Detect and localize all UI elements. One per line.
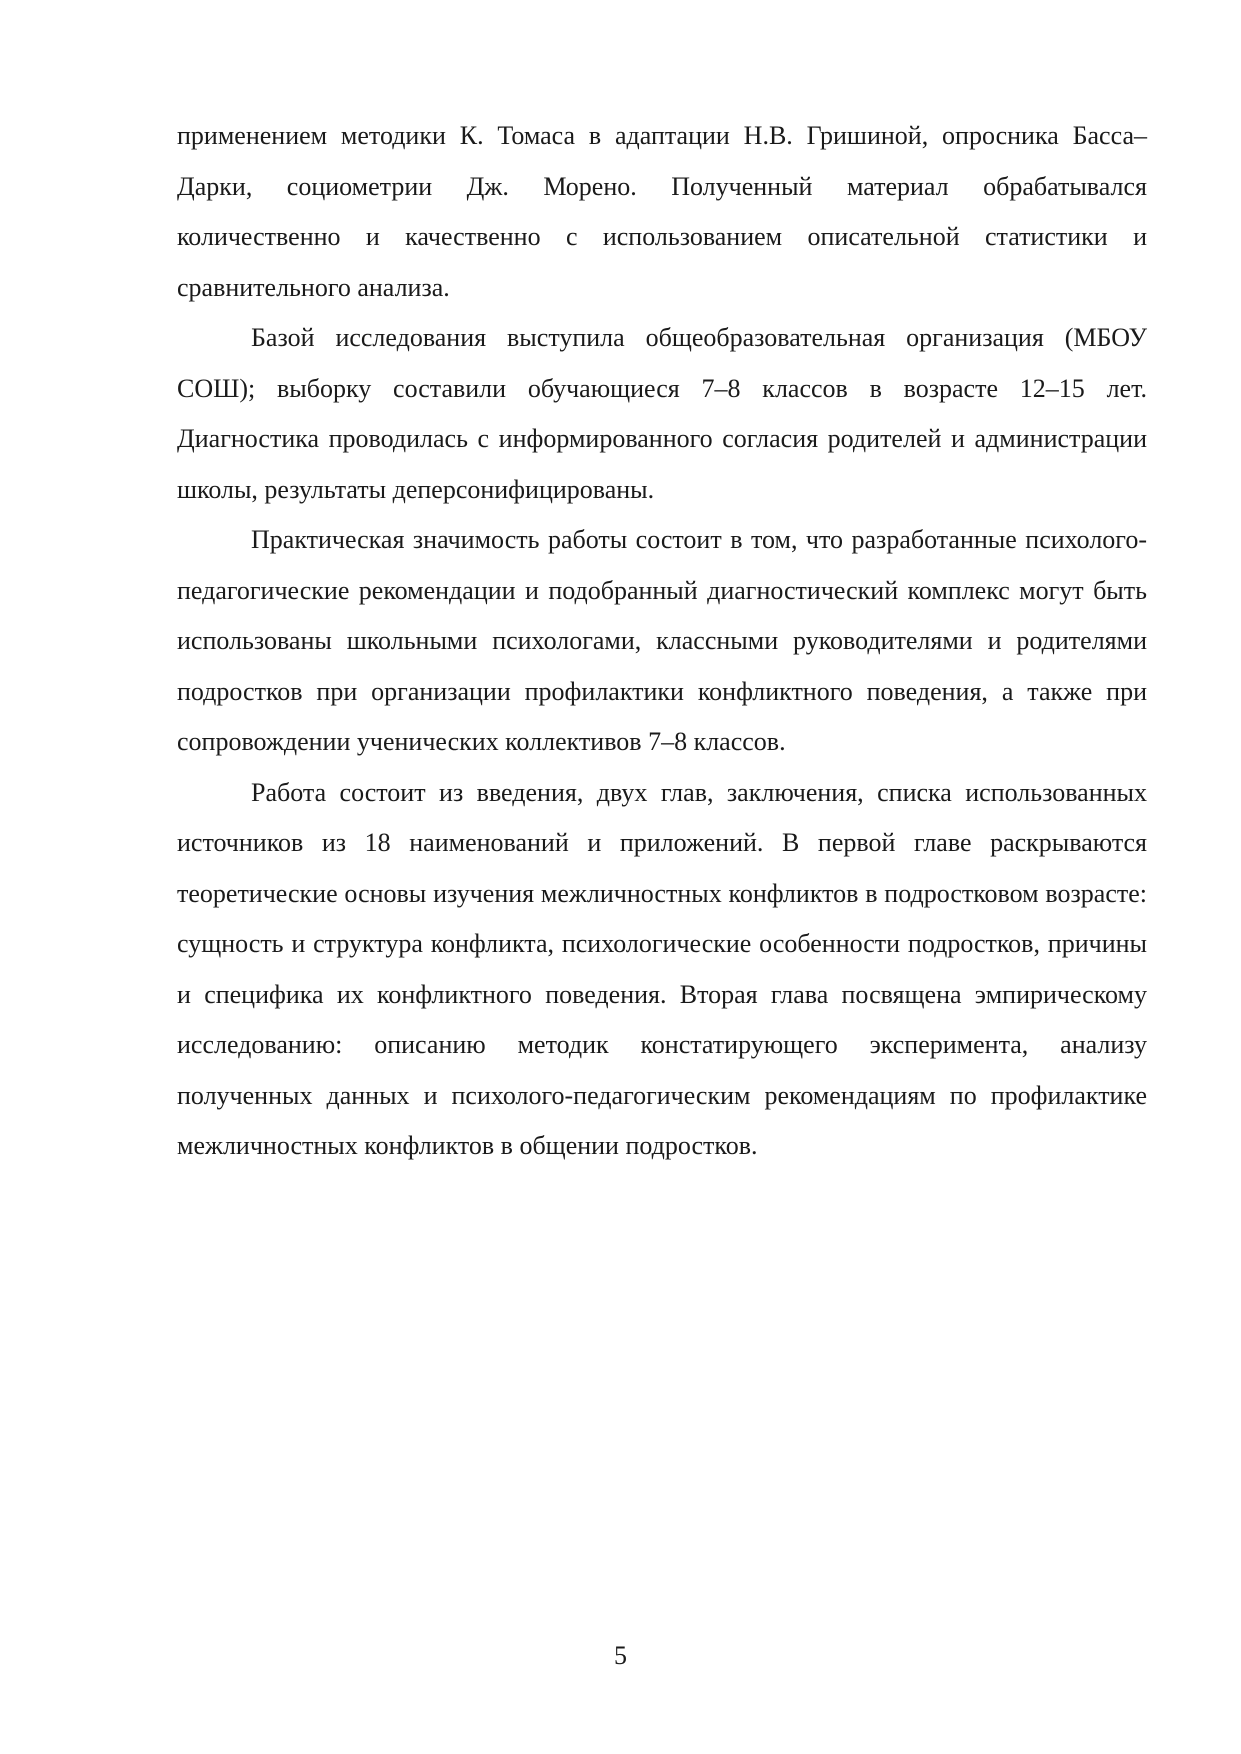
page-number: 5: [614, 1641, 627, 1670]
paragraph-work-structure: Работа состоит из введения, двух глав, заключения, списка использованных источников из 18 наименований и приложений. В первой главе раскрываются теоретические основы изучения межличностных конфликтов в подростковом возрасте: сущность и структура конфликта, психологические особенности подростков, причины и специфика их конфликтного поведения. Вторая глава посвящена эмпирическому исследованию: описанию методик констатирующего эксперимента, анализу полученных данных и психолого-педагогическим рекомендациям по профилактике межличностных конфликтов в общении подростков.: [177, 777, 1147, 1160]
body-text: [177, 111, 1147, 1172]
paragraph-practical-significance: Практическая значимость работы состоит в том, что разработанные психолого-педагогические рекомендации и подобранный диагностический комплекс могут быть использованы школьными психологами, классными руководителями и родителями подростков при организации профилактики конфликтного поведения, а также при сопровождении ученических коллективов 7–8 классов.: [177, 525, 1147, 756]
paragraph-research-base: Базой исследования выступила общеобразовательная организация (МБОУ СОШ); выборку составили обучающиеся 7–8 классов в возрасте 12–15 лет. Диагностика проводилась с информированного согласия родителей и администрации школы, результаты деперсонифицированы.: [177, 323, 1147, 504]
paragraph-methods-continuation: применением методики К. Томаса в адаптации Н.В. Гришиной, опросника Басса–Дарки, социометрии Дж. Морено. Полученный материал обрабатывался количественно и качественно с использованием описательной статистики и сравнительного анализа.: [177, 121, 1147, 302]
